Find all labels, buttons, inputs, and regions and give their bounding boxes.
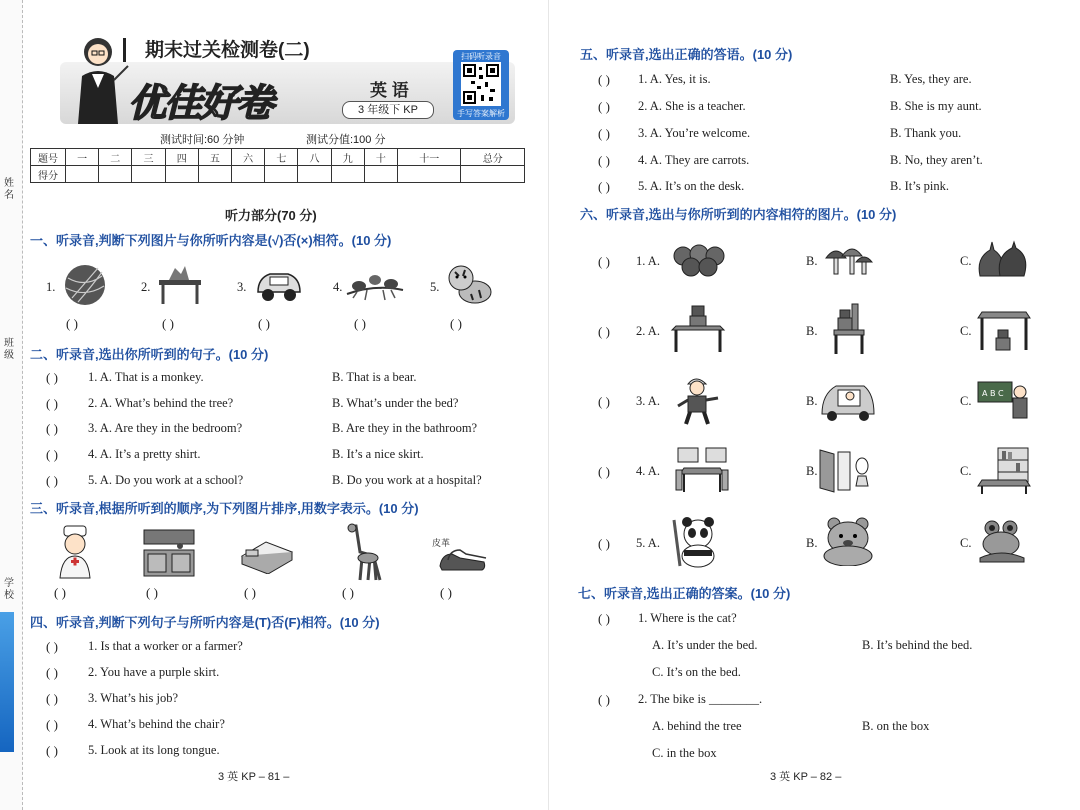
s6-q3-option-b-label: B.: [806, 394, 818, 408]
frog-icon[interactable]: [976, 518, 1028, 569]
robot-under-table-icon[interactable]: [976, 308, 1032, 357]
worker-icon[interactable]: [676, 374, 722, 431]
score-cell: 八: [298, 149, 331, 166]
score-input-cell[interactable]: [398, 166, 461, 183]
score-input-cell[interactable]: [232, 166, 265, 183]
table-with-toy-icon: [155, 262, 205, 311]
bird-on-branch-icon: [345, 264, 405, 309]
s7-q2-option-a: A. behind the tree: [652, 719, 742, 733]
teacher-illustration-icon: [62, 30, 132, 131]
robot-on-chair-icon[interactable]: [828, 302, 872, 361]
s4-q1-paren[interactable]: ( ): [46, 639, 58, 654]
s5-q1-option-a: 1. A. Yes, it is.: [638, 72, 711, 86]
s5-q4-option-a: 4. A. They are carrots.: [638, 153, 750, 167]
s4-q2-paren[interactable]: ( ): [46, 665, 58, 680]
s2-q1-option-a: 1. A. That is a monkey.: [88, 370, 204, 384]
s6-q1-option-a-label: 1. A.: [636, 254, 660, 268]
s1-item-4-num: 4.: [333, 280, 343, 294]
test-score: 测试分值:100 分: [306, 134, 386, 146]
section-6-title: 六、听录音,选出与你所听到的内容相符的图片。(10 分): [580, 207, 897, 222]
score-table-score-row: [31, 166, 525, 183]
s7-q2-text: 2. The bike is ________.: [638, 692, 763, 706]
s6-q5-option-b-label: B.: [806, 536, 818, 550]
score-input-cell[interactable]: [99, 166, 132, 183]
score-cell: 四: [165, 149, 198, 166]
mushrooms-icon[interactable]: [824, 244, 874, 283]
s2-q5-paren[interactable]: ( ): [46, 473, 58, 488]
tomatoes-icon[interactable]: [672, 242, 726, 283]
score-input-cell[interactable]: [364, 166, 397, 183]
tiger-icon: [445, 260, 495, 313]
s6-q4-paren[interactable]: ( ): [598, 464, 610, 479]
s5-q4-paren[interactable]: ( ): [598, 153, 610, 168]
s1-item-1-num: 1.: [46, 280, 56, 294]
s6-q2-option-c-label: C.: [960, 324, 972, 338]
s3-item-2-paren[interactable]: ( ): [146, 585, 158, 600]
s6-q3-paren[interactable]: ( ): [598, 394, 610, 409]
s6-q5-option-c-label: C.: [960, 536, 972, 550]
s2-q4-option-a: 4. A. It’s a pretty shirt.: [88, 447, 201, 461]
shoe-caption: 皮革: [432, 538, 451, 548]
score-input-cell[interactable]: [66, 166, 99, 183]
kitchen-icon: [142, 528, 196, 583]
s6-q1-paren[interactable]: ( ): [598, 254, 610, 269]
s5-q5-option-b: B. It’s pink.: [890, 179, 950, 193]
s7-q2-option-c: C. in the box: [652, 746, 717, 760]
score-cell: 题号: [31, 149, 66, 166]
s2-q4-paren[interactable]: ( ): [46, 447, 58, 462]
s4-q2-text: 2. You have a purple skirt.: [88, 665, 220, 679]
s5-q5-option-a: 5. A. It’s on the desk.: [638, 179, 745, 193]
nurse-icon: [52, 524, 98, 585]
s5-q2-paren[interactable]: ( ): [598, 99, 610, 114]
s3-item-3-paren[interactable]: ( ): [244, 585, 256, 600]
s3-item-5-paren[interactable]: ( ): [440, 585, 452, 600]
score-cell: 七: [265, 149, 298, 166]
bathroom-icon[interactable]: [818, 446, 874, 499]
s6-q4-option-b-label: B.: [806, 464, 818, 478]
bed-icon: [238, 530, 294, 579]
s5-q1-option-b: B. Yes, they are.: [890, 72, 972, 86]
s1-item-2-num: 2.: [141, 280, 151, 294]
subject-label: 英 语: [370, 81, 409, 100]
s7-q2-option-b: B. on the box: [862, 719, 930, 733]
s3-item-1-paren[interactable]: ( ): [54, 585, 66, 600]
s6-q3-option-c-label: C.: [960, 394, 972, 408]
side-label-name: 姓名: [4, 178, 14, 201]
driver-icon[interactable]: [820, 378, 876, 427]
grade-badge: 3 年级下 KP: [342, 101, 434, 119]
s5-q2-option-a: 2. A. She is a teacher.: [638, 99, 746, 113]
qr-code-icon[interactable]: [461, 62, 501, 106]
section-2-title: 二、听录音,选出你所听到的句子。(10 分): [30, 347, 269, 362]
s4-q3-text: 3. What’s his job?: [88, 691, 179, 705]
s7-q1-paren[interactable]: ( ): [598, 611, 610, 626]
score-cell: 总分: [461, 149, 525, 166]
page-number-left: 3 英 KP – 81 –: [218, 771, 290, 783]
s6-q4-option-a-label: 4. A.: [636, 464, 660, 478]
s2-q2-option-a: 2. A. What’s behind the tree?: [88, 396, 234, 410]
s2-q3-option-a: 3. A. Are they in the bedroom?: [88, 421, 243, 435]
onions-icon[interactable]: [976, 240, 1028, 285]
binding-color-tab: [0, 612, 14, 752]
s6-q2-option-b-label: B.: [806, 324, 818, 338]
s1-item-2-paren[interactable]: ( ): [162, 316, 174, 331]
shoes-icon: [438, 544, 488, 579]
s3-item-4-paren[interactable]: ( ): [342, 585, 354, 600]
study-room-icon[interactable]: [976, 446, 1032, 501]
score-cell: 一: [66, 149, 99, 166]
dining-room-icon[interactable]: [674, 446, 730, 499]
s6-q1-option-b-label: B.: [806, 254, 818, 268]
score-input-cell[interactable]: [331, 166, 364, 183]
s4-q5-text: 5. Look at its long tongue.: [88, 743, 220, 757]
s1-item-4-paren[interactable]: ( ): [354, 316, 366, 331]
score-input-cell[interactable]: [132, 166, 165, 183]
s5-q1-paren[interactable]: ( ): [598, 72, 610, 87]
score-table: [30, 148, 525, 183]
s6-q3-option-a-label: 3. A.: [636, 394, 660, 408]
panda-icon[interactable]: [670, 514, 724, 573]
s7-q1-option-b: B. It’s behind the bed.: [862, 638, 973, 652]
score-cell: 二: [99, 149, 132, 166]
section-1-title: 一、听录音,判断下列图片与你所听内容是(√)否(×)相符。(10 分): [30, 233, 392, 248]
s1-item-3-num: 3.: [237, 280, 247, 294]
yarn-ball-icon: [62, 262, 108, 313]
s1-item-1-paren[interactable]: ( ): [66, 316, 78, 331]
s2-q1-option-b: B. That is a bear.: [332, 370, 417, 384]
test-time: 测试时间:60 分钟: [160, 134, 245, 146]
s5-q5-paren[interactable]: ( ): [598, 179, 610, 194]
s6-q2-option-a-label: 2. A.: [636, 324, 660, 338]
score-cell: 得分: [31, 166, 66, 183]
s6-q5-paren[interactable]: ( ): [598, 536, 610, 551]
car-icon: [254, 264, 304, 309]
score-cell: 三: [132, 149, 165, 166]
score-input-cell[interactable]: [198, 166, 231, 183]
s5-q3-paren[interactable]: ( ): [598, 126, 610, 141]
score-cell: 十: [364, 149, 397, 166]
score-input-cell[interactable]: [265, 166, 298, 183]
s2-q1-paren[interactable]: ( ): [46, 370, 58, 385]
score-input-cell[interactable]: [298, 166, 331, 183]
s2-q5-option-a: 5. A. Do you work at a school?: [88, 473, 244, 487]
s4-q4-paren[interactable]: ( ): [46, 717, 58, 732]
s2-q2-paren[interactable]: ( ): [46, 396, 58, 411]
page-number-right: 3 英 KP – 82 –: [770, 771, 842, 783]
page-divider: [548, 0, 549, 810]
s2-q3-option-b: B. Are they in the bathroom?: [332, 421, 478, 435]
s2-q5-option-b: B. Do you work at a hospital?: [332, 473, 482, 487]
s7-q1-option-c: C. It’s on the bed.: [652, 665, 741, 679]
s4-q5-paren[interactable]: ( ): [46, 743, 58, 758]
s6-q4-option-c-label: C.: [960, 464, 972, 478]
score-input-cell[interactable]: [165, 166, 198, 183]
s5-q4-option-b: B. No, they aren’t.: [890, 153, 983, 167]
s1-item-5-paren[interactable]: ( ): [450, 316, 462, 331]
section-5-title: 五、听录音,选出正确的答语。(10 分): [580, 47, 793, 62]
s1-item-5-num: 5.: [430, 280, 440, 294]
score-table-header-row: [31, 149, 525, 166]
bear-icon[interactable]: [820, 516, 880, 571]
listening-part-title: 听力部分(70 分): [225, 208, 317, 223]
section-4-title: 四、听录音,判断下列句子与所听内容是(T)否(F)相符。(10 分): [30, 615, 380, 630]
s6-q1-option-c-label: C.: [960, 254, 972, 268]
qr-top-label: 扫码听录音: [461, 52, 501, 61]
svg-text:A B C: A B C: [982, 389, 1004, 398]
qr-bottom-label: 手写答案解析: [457, 109, 505, 118]
s5-q3-option-a: 3. A. You’re welcome.: [638, 126, 751, 140]
score-cell: 九: [331, 149, 364, 166]
s4-q3-paren[interactable]: ( ): [46, 691, 58, 706]
score-cell: 六: [232, 149, 265, 166]
s7-q2-paren[interactable]: ( ): [598, 692, 610, 707]
robot-on-table-icon[interactable]: [670, 304, 726, 359]
score-cell: 十一: [398, 149, 461, 166]
giraffe-icon: [340, 522, 384, 587]
s2-q4-option-b: B. It’s a nice skirt.: [332, 447, 424, 461]
side-label-class: 班级: [4, 338, 14, 361]
s4-q1-text: 1. Is that a worker or a farmer?: [88, 639, 243, 653]
s7-q1-text: 1. Where is the cat?: [638, 611, 737, 625]
logo-text: 优佳好卷: [128, 83, 273, 125]
score-cell: 五: [198, 149, 231, 166]
s2-q2-option-b: B. What’s under the bed?: [332, 396, 459, 410]
s4-q4-text: 4. What’s behind the chair?: [88, 717, 225, 731]
section-3-title: 三、听录音,根据所听到的顺序,为下列图片排序,用数字表示。(10 分): [30, 501, 419, 516]
exam-title: 期末过关检测卷(二): [145, 40, 310, 61]
s5-q3-option-b: B. Thank you.: [890, 126, 962, 140]
score-input-cell[interactable]: [461, 166, 525, 183]
side-label-school: 学校: [4, 578, 14, 601]
s5-q2-option-b: B. She is my aunt.: [890, 99, 982, 113]
teacher-icon[interactable]: [976, 378, 1030, 429]
section-7-title: 七、听录音,选出正确的答案。(10 分): [578, 586, 791, 601]
s2-q3-paren[interactable]: ( ): [46, 421, 58, 436]
s6-q5-option-a-label: 5. A.: [636, 536, 660, 550]
s7-q1-option-a: A. It’s under the bed.: [652, 638, 758, 652]
s1-item-3-paren[interactable]: ( ): [258, 316, 270, 331]
s6-q2-paren[interactable]: ( ): [598, 324, 610, 339]
pointer-icon: [123, 38, 126, 62]
